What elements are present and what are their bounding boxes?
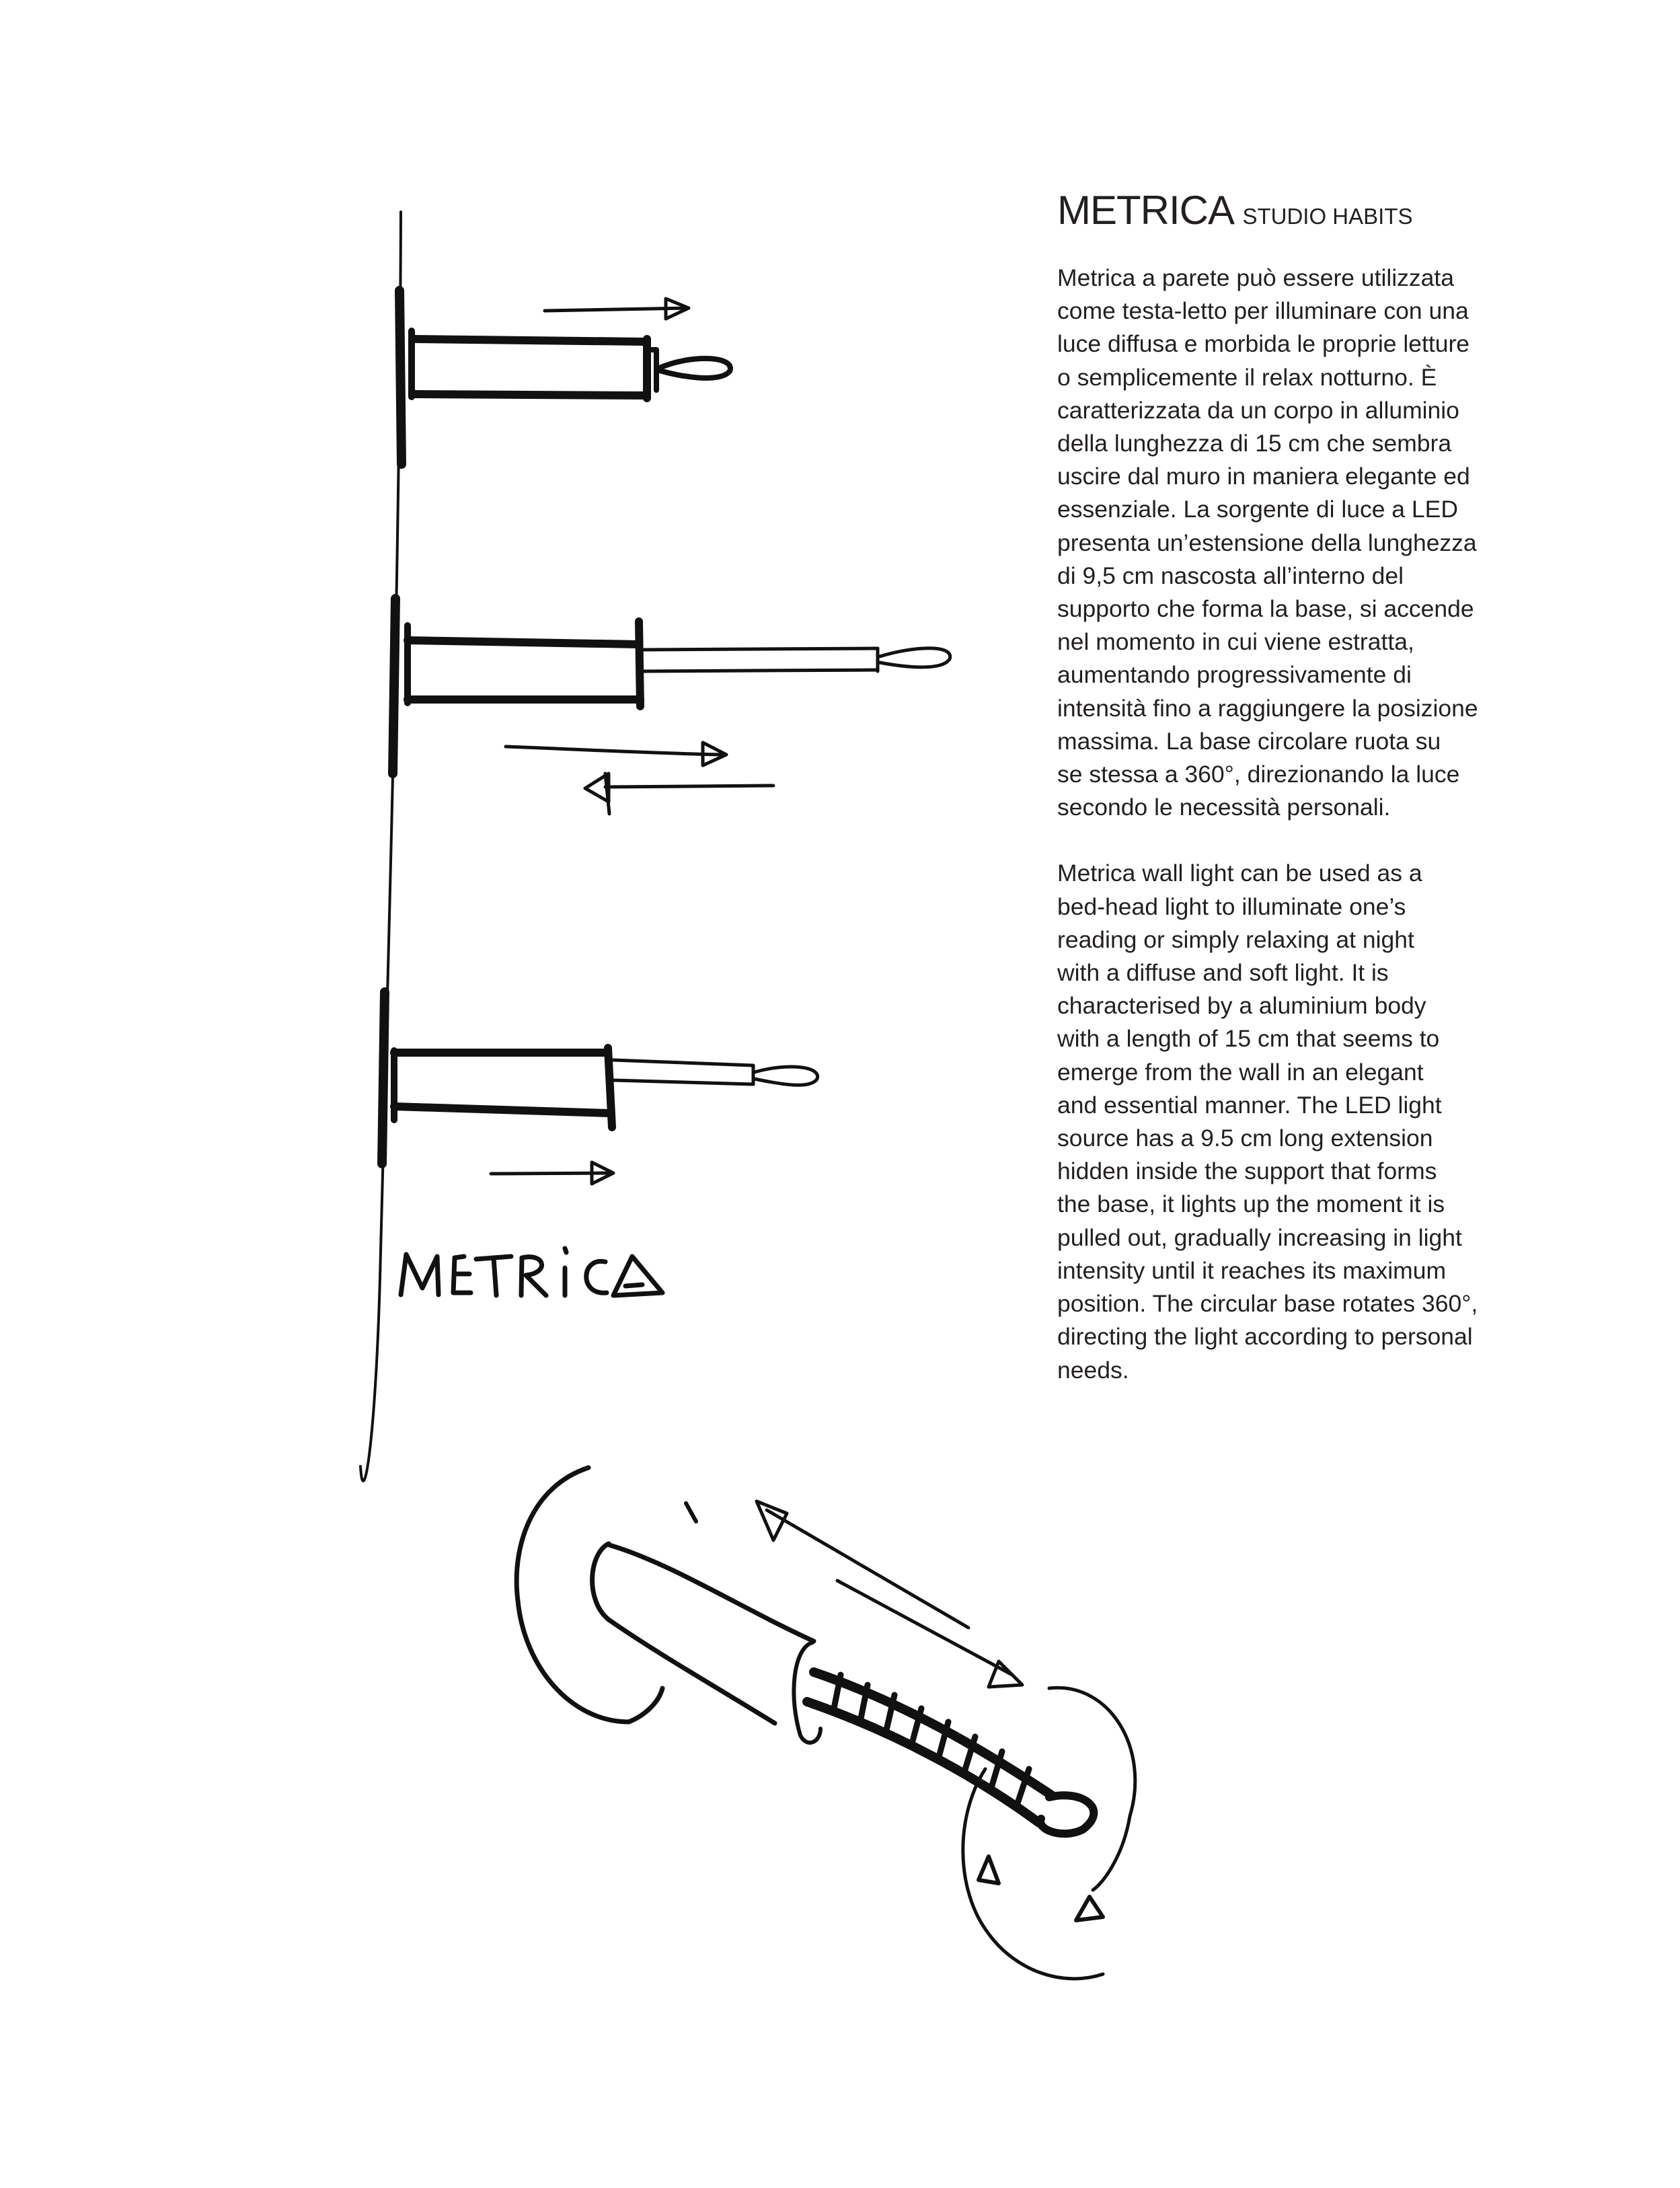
description-english: Metrica wall light can be used as a bed-head light to illuminate one’s reading or simply relaxing at night with a diffuse and soft light. It is characterised by a aluminium body with a length of 15 cm that seems to emerge from the wall in an elegant and essential manner. The LED light source has a 9.5 cm long extension hidden inside the support that forms the base, it lights up the moment it is pulled out, gradually increasing in light intensity until it reaches its maximum position. The circular base rotates 360°, directing the light according to personal needs. <box>1057 860 1478 1384</box>
text-column <box>1057 187 1541 1387</box>
lamp-sketch-closed <box>399 291 730 464</box>
title-row <box>1057 187 1541 233</box>
wall-line-drawing <box>360 212 401 1481</box>
description-italian: Metrica a parete può essere utilizzata come testa-letto per illuminare con una luce diffusa e morbida le proprie letture o semplicemente il relax notturno. È caratterizzata da un corpo in alluminio della lunghezza di 15 cm che sembra uscire dal muro in maniera elegante ed essenziale. La sorgente di luce a LED presenta un’estensione della lunghezza di 9,5 cm nascosta all’interno del supporto che forma la base, si accende nel momento in cui viene estratta, aumentando progressivamente di intensità fino a raggiungere la posizione massima. La base circolare ruota su se stessa a 360°, direzionando la luce secondo le necessità personali. <box>1057 264 1478 821</box>
product-subtitle: STUDIO HABITS <box>1242 204 1413 229</box>
lamp-sketch-extended <box>393 599 950 814</box>
product-title: METRICA <box>1057 188 1234 233</box>
handwritten-label-text <box>401 1251 670 1298</box>
lamp-sketch-partial <box>382 992 818 1184</box>
lamp-sketch-perspective <box>517 1468 1135 1979</box>
